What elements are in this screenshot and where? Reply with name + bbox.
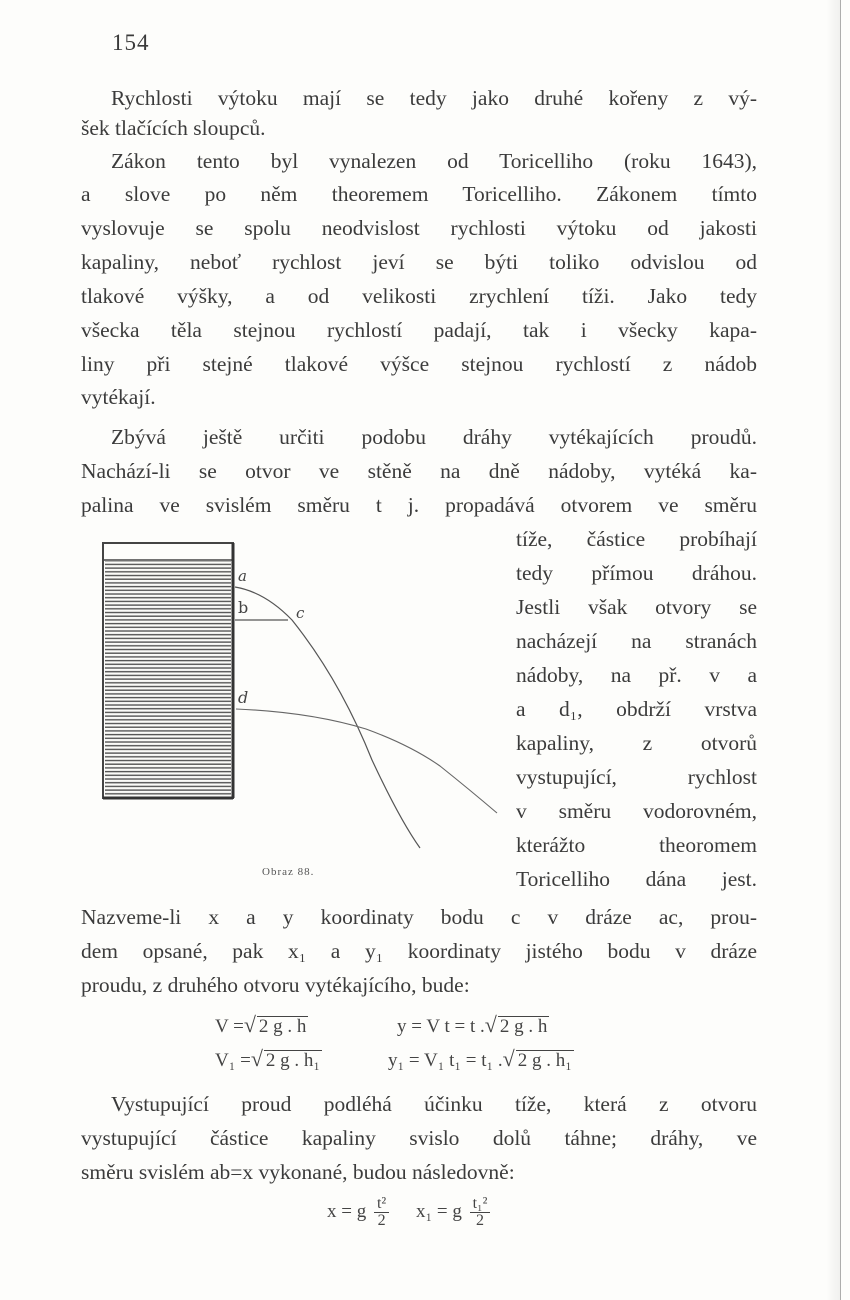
text-line: vytékají. bbox=[81, 385, 156, 409]
formula-v: V =√ 2 g . h bbox=[215, 1012, 307, 1037]
text-line: kapaliny, z otvorů bbox=[516, 731, 757, 755]
text-line: v směru vodorovném, bbox=[516, 799, 757, 823]
label-d: d bbox=[238, 688, 249, 707]
figure-vessel-jets bbox=[95, 530, 515, 890]
text-line: proudu, z druhého otvoru vytékajícího, bude: bbox=[81, 973, 470, 997]
text-line: a slove po něm theoremem Toricelliho. Zákonem tímto bbox=[81, 182, 757, 206]
text-line: tlakové výšky, a od velikosti zrychlení tíži. Jako tedy bbox=[81, 284, 757, 308]
text-line: všecka těla stejnou rychlostí padají, tak i všecky kapa- bbox=[81, 318, 757, 342]
label-a: a bbox=[238, 567, 247, 585]
text-line: kterážto theoromem bbox=[516, 833, 757, 857]
text-line: Nachází-li se otvor ve stěně na dně nádoby, vytéká ka- bbox=[81, 459, 757, 483]
text-line: dem opsané, pak x₁ a y₁ koordinaty jistého bodu v dráze bbox=[81, 939, 757, 963]
page-edge-line bbox=[840, 0, 841, 1300]
text-line: vystupující částice kapaliny svislo dolů táhne; dráhy, ve bbox=[81, 1126, 757, 1150]
text-line: šek tlačících sloupců. bbox=[81, 116, 266, 140]
text-line: Vystupující proud podléhá účinku tíže, která z otvoru bbox=[111, 1092, 757, 1116]
formula-y1: y₁ = V₁ t₁ = t₁ .√ 2 g . h₁ bbox=[388, 1046, 572, 1071]
label-c: c bbox=[296, 604, 305, 622]
text-line: kapaliny, neboť rychlost jeví se býti toliko odvislou od bbox=[81, 250, 757, 274]
formula-x: x = g $\frac{\text{t²}}{2}$ bbox=[327, 1196, 389, 1229]
text-line: Nazveme-li x a y koordinaty bodu c v dráze ac, prou- bbox=[81, 905, 757, 929]
formula-v1: V₁ =√ 2 g . h₁ bbox=[215, 1046, 321, 1071]
text-line: Zákon tento byl vynalezen od Toricelliho (roku 1643), bbox=[111, 149, 757, 173]
text-line: Rychlosti výtoku mají se tedy jako druhé kořeny z vý- bbox=[111, 86, 757, 110]
formula-x1: x₁ = g $\frac{\text{t₁²}}{2}$ bbox=[416, 1196, 490, 1229]
text-line: vystupující, rychlost bbox=[516, 765, 757, 789]
text-line: nacházejí na stranách bbox=[516, 629, 757, 653]
text-line: Zbývá ještě určiti podobu dráhy vytékajících proudů. bbox=[111, 425, 757, 449]
page-edge-shade bbox=[826, 0, 840, 1300]
page-number: 154 bbox=[112, 30, 150, 55]
figure-caption: Obraz 88. bbox=[262, 866, 315, 878]
formula-y: y = V t = t .√ 2 g . h bbox=[397, 1012, 548, 1037]
text-line: palina ve svislém směru t j. propadává otvorem ve směru bbox=[81, 493, 757, 517]
text-line: liny při stejné tlakové výšce stejnou rychlostí z nádob bbox=[81, 352, 757, 376]
text-line: Toricelliho dána jest. bbox=[516, 867, 757, 891]
text-line: a d₁, obdrží vrstva bbox=[516, 697, 757, 721]
text-line: nádoby, na př. v a bbox=[516, 663, 757, 687]
text-line: vyslovuje se spolu neodvislost rychlosti výtoku od jakosti bbox=[81, 216, 757, 240]
label-b: b bbox=[238, 598, 249, 617]
text-line: Jestli však otvory se bbox=[516, 595, 757, 619]
text-line: směru svislém ab=x vykonané, budou následovně: bbox=[81, 1160, 515, 1184]
text-line: tíže, částice probíhají bbox=[516, 527, 757, 551]
text-line: tedy přímou dráhou. bbox=[516, 561, 757, 585]
